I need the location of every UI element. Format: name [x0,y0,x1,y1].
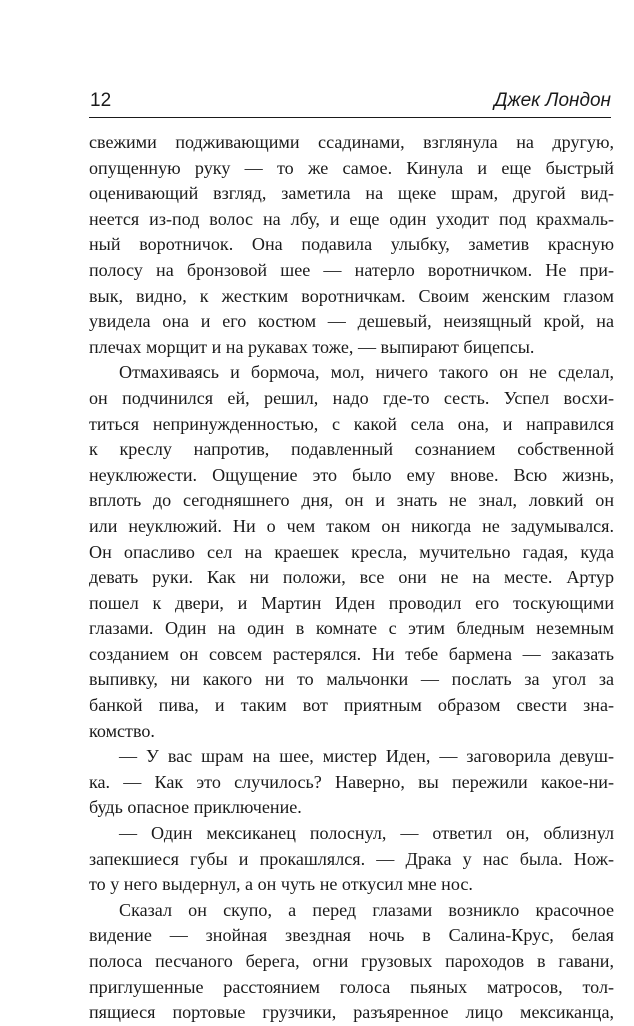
text-line: пошел к двери, и Мартин Иден проводил его тоскующими [89,592,614,613]
text-line: или неуклюжий. Ни о чем таком он никогда не задумывался. [89,515,614,536]
text-line: Сказал он скупо, а перед глазами возникло красочное [119,899,614,920]
text-line: опущенную руку — то же самое. Кинула и еще быстрый [89,157,614,178]
text-line: глазами. Один на один в комнате с этим бледным неземным [89,618,614,639]
text-line: ный воротничок. Она подавила улыбку, заметив красную [89,234,614,255]
text-line: полоса песчаного берега, огни грузовых пароходов в гавани, [89,951,614,971]
text-line: — Один мексиканец полоснул, — ответил он, облизнул [119,823,614,844]
text-line: выпивку, ни какого ни то мальчонки — послать за угол за [89,669,614,690]
running-head-author: Джек Лондон [494,90,611,111]
text-line: девать руки. Как ни положи, все они не на месте. Артур [89,567,614,588]
text-line: банкой пива, и таким вот приятным образом свести зна- [89,695,614,716]
text-line: увидела она и его костюм — дешевый, неизящный крой, на [89,311,614,332]
text-line: запекшиеся губы и прокашлялся. — Драка у нас была. Нож- [89,848,614,869]
body-text [89,130,614,1026]
text-line: он подчинился ей, решил, надо где-то сесть. Успел восхи- [89,387,614,408]
text-line: оценивающий взгляд, заметила на щеке шрам, другой вид- [89,183,614,204]
text-line: ка. — Как это случилось? Наверно, вы пережили какое-ни- [89,771,614,792]
text-line: к креслу напротив, подавленный сознанием собственной [89,439,614,460]
text-line: Отмахиваясь и бормоча, мол, ничего такого он не сделал, [119,362,614,383]
text-line: полосу на бронзовой шее — натерло воротничком. Не при- [89,259,614,280]
page-number: 12 [90,90,112,111]
text-line: неется из-под волос на лбу, и еще один уходит под крахмаль- [89,208,614,229]
text-line: видение — знойная звездная ночь в Салина-Крус, белая [89,925,614,946]
text-line: свежими подживающими ссадинами, взглянула на другую, [89,132,614,152]
text-line: титься непринужденностью, с какой села она, и направился [89,413,614,434]
text-line: приглушенные расстоянием голоса пьяных матросов, тол- [89,976,614,997]
text-line: комство. [89,720,155,741]
text-line: — У вас шрам на шее, мистер Иден, — заговорила девуш- [119,746,614,767]
page-header [89,88,611,118]
text-line: плечах морщит и на рукавах тоже, — выпирают бицепсы. [89,336,535,357]
text-line: вык, видно, к жестким воротничкам. Своим женским глазом [89,285,614,306]
header-rule [89,117,611,118]
text-line: созданием он совсем растерялся. Ни тебе бармена — заказать [89,643,614,664]
text-line: Он опасливо сел на краешек кресла, мучительно гадая, куда [89,541,614,562]
text-line: будь опасное приключение. [89,797,302,818]
text-line: пящиеся портовые грузчики, разъяренное лицо мексиканца, [89,1002,614,1023]
text-line: то у него выдернул, а он чуть не откусил мне нос. [89,874,473,895]
text-line: вплоть до сегодняшнего дня, он и знать не знал, ловкий он [89,490,614,511]
text-line: неуклюжести. Ощущение это было ему внове. Всю жизнь, [89,464,614,485]
